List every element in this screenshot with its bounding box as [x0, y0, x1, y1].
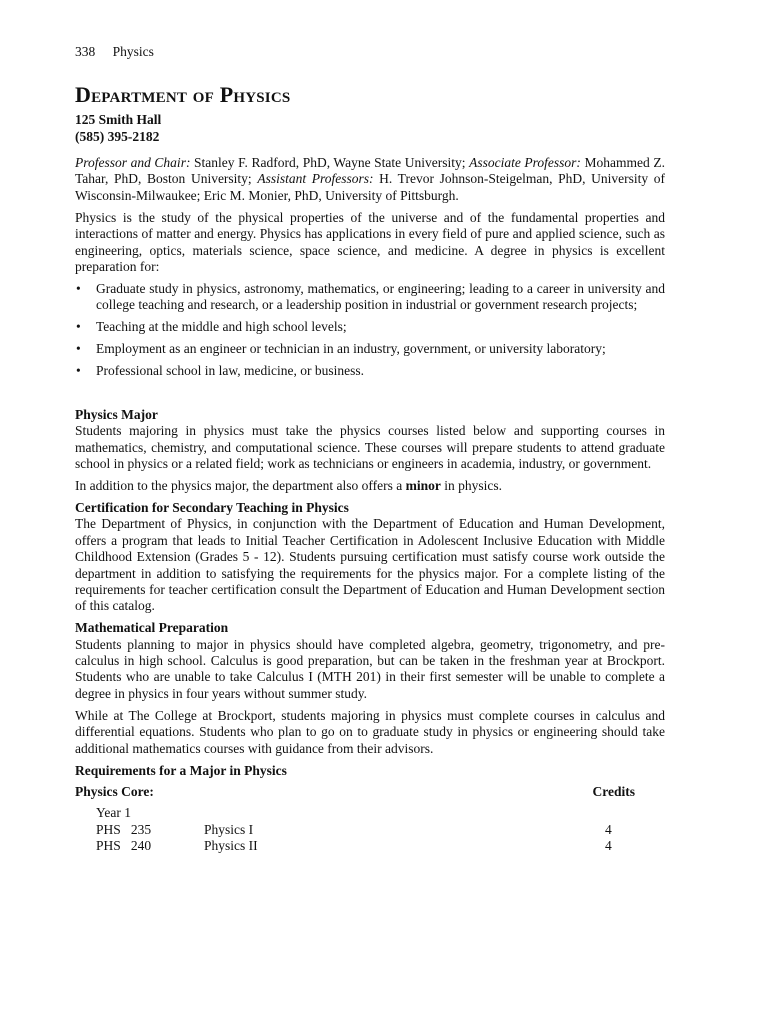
core-label: Physics Core: — [75, 783, 154, 799]
page-number: 338 — [75, 44, 96, 59]
certification-paragraph: The Department of Physics, in conjunction with the Department of Education and Human Development, offers a program that leads to Initial Teacher Certification in Adolescent Inclusive Education with Middle Childhood Extension (Grades 5 - 12). Students pursuing certification must satisfy course work outside the department in addition to satisfying the requirements for the physics major. For a complete listing of the requirements for teacher certification consult the Department of Education and Human Development section of this catalog. — [75, 516, 665, 614]
major-paragraph: Students majoring in physics must take the physics courses listed below and supporting courses in mathematics, chemistry, and computational science. These courses will prepare students to attend graduate school in physics or a related field; work as technicians or engineers in academia, industry, or government. — [75, 423, 665, 472]
associate-text: Mohammed Z. Tahar, PhD, Boston University; — [75, 155, 665, 187]
bullet-icon: • — [76, 280, 81, 296]
course-credits: 4 — [605, 821, 612, 837]
faculty-list — [75, 155, 665, 204]
minor-link-text: minor — [405, 478, 441, 493]
section-spacer — [75, 385, 665, 407]
year-label: Year 1 — [96, 805, 132, 821]
associate-label: Associate Professor: — [469, 155, 581, 170]
math-paragraph-1: Students planning to major in physics should have completed algebra, geometry, trigonometry, and pre-calculus in high school. Calculus is good preparation, but can be taken in the freshman year at Brockport. Students who are unable to take Calculus I (MTH 201) in their first semester will be unable to complete a degree in physics in four years without summer study. — [75, 636, 665, 701]
math-heading: Mathematical Preparation — [75, 620, 229, 636]
list-item: • Teaching at the middle and high school levels; — [76, 319, 347, 335]
office-location: 125 Smith Hall — [75, 112, 162, 127]
course-credits: 4 — [605, 838, 612, 854]
career-list — [75, 281, 665, 380]
assistant-label: Assistant Professors: — [257, 171, 374, 187]
list-item: • Professional school in law, medicine, or business. — [76, 362, 364, 378]
core-header-row — [75, 784, 665, 800]
bullet-icon: • — [76, 341, 81, 357]
table-row — [75, 838, 665, 854]
running-header — [75, 44, 154, 60]
main-content — [75, 155, 665, 855]
major-heading: Physics Major — [75, 406, 158, 422]
page-title: Department of Physics — [75, 82, 291, 107]
certification-heading: Certification for Secondary Teaching in Physics — [75, 499, 349, 515]
intro-paragraph: Physics is the study of the physical properties of the universe and of the fundamental properties and interactions of matter and energy. Physics has applications in every field of pure and applied science, such as engineering, optics, materials science, space science, and medicine. A degree in physics is excellent preparation for: — [75, 209, 665, 274]
list-item: • Employment as an engineer or technician in an industry, government, or university laboratory; — [76, 341, 606, 357]
course-name: Physics II — [204, 838, 258, 854]
course-code: PHS 240 — [96, 838, 152, 854]
minor-paragraph: In addition to the physics major, the department also offers a minor in physics. — [75, 478, 503, 493]
list-item: • Graduate study in physics, astronomy, mathematics, or engineering; leading to a career in university and college teaching and research, or a leadership position in industrial or government research projects; — [76, 280, 665, 313]
phone-number: (585) 395-2182 — [75, 128, 160, 144]
requirements-heading: Requirements for a Major in Physics — [75, 762, 287, 778]
course-code: PHS 235 — [96, 821, 152, 837]
chair-label: Professor and Chair: — [75, 155, 191, 170]
course-name: Physics I — [204, 821, 254, 837]
chair-text: Stanley F. Radford, PhD, Wayne State University; — [190, 155, 470, 170]
credits-label: Credits — [592, 783, 635, 799]
assistant-text: H. Trevor Johnson-Steigelman, PhD, University of Wisconsin-Milwaukee; Eric M. Monier, PhD, University of Pittsburgh. — [75, 171, 666, 203]
table-row — [75, 822, 665, 838]
math-paragraph-2: While at The College at Brockport, students majoring in physics must complete courses in calculus and differential equations. Students who plan to go on to graduate study in physics or engineering should take additional mathematics courses with guidance from their advisors. — [75, 707, 665, 756]
bullet-icon: • — [76, 362, 81, 378]
department-address — [75, 112, 161, 145]
section-name: Physics — [112, 44, 154, 59]
bullet-icon: • — [76, 319, 81, 335]
